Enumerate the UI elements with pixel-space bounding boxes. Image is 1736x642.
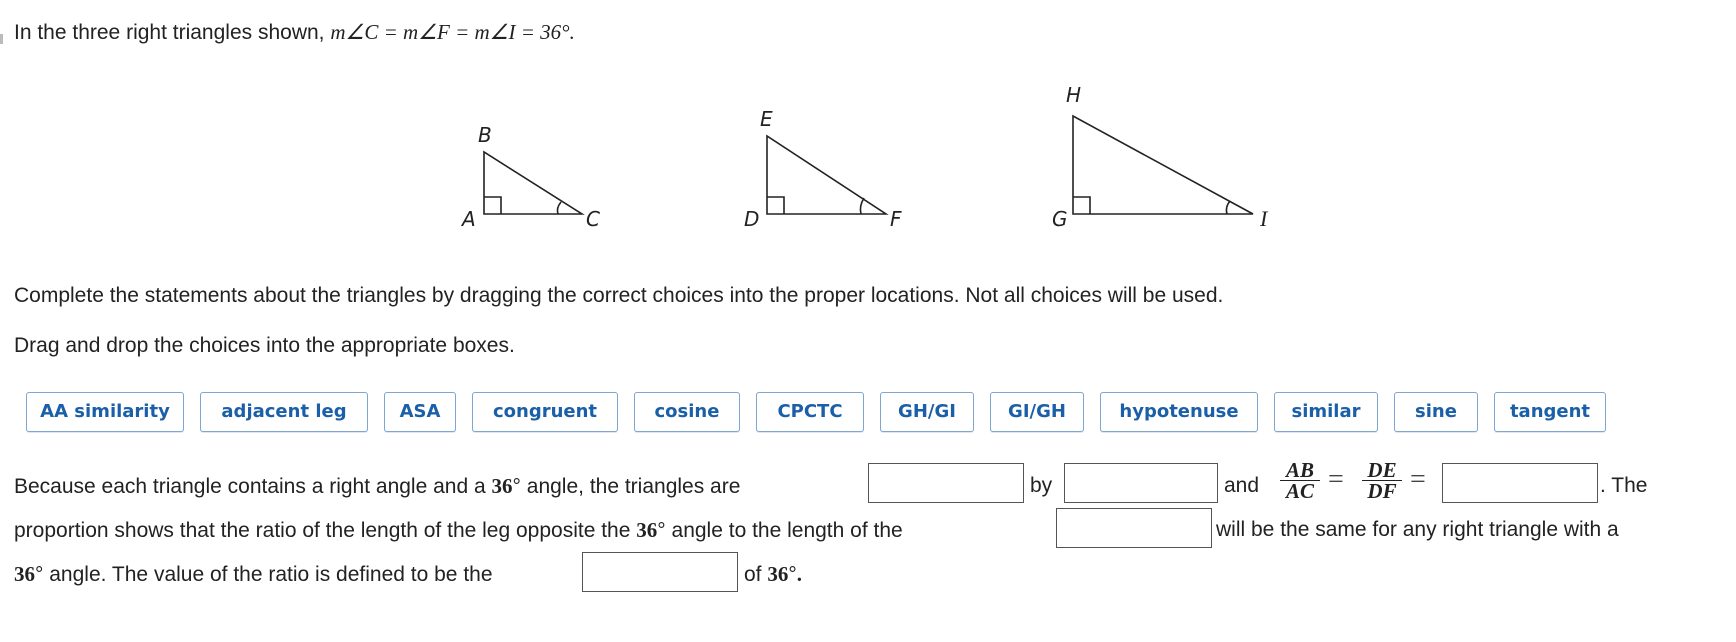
drop-box-4[interactable] <box>1056 508 1212 548</box>
frac-de: DE <box>1362 460 1402 481</box>
stmt-36-d: 36 <box>767 562 789 586</box>
choice-aa-similarity[interactable]: AA similarity <box>26 392 184 432</box>
stmt-text-7: angle to the length of the <box>671 519 903 542</box>
instruction-drag-drop: Drag and drop the choices into the appropriate boxes. <box>14 334 515 357</box>
stmt-deg-a: ° <box>512 475 521 498</box>
stmt-by: by <box>1030 474 1053 497</box>
triangles-figure <box>0 80 1736 250</box>
statement-line-1 <box>14 474 740 499</box>
triangle-ghi <box>1073 116 1253 214</box>
stmt-text-1: Because each triangle contains a right angle and a <box>14 475 486 498</box>
drop-box-1[interactable] <box>868 463 1024 503</box>
stmt-36-b: 36 <box>636 518 658 542</box>
choice-hypotenuse[interactable]: hypotenuse <box>1100 392 1258 432</box>
stmt-deg-c: ° <box>35 563 44 586</box>
label-h: H <box>1066 83 1082 107</box>
stmt-and: and <box>1224 474 1260 497</box>
stmt-text-6: proportion shows that the ratio of the length of the leg opposite the <box>14 519 631 542</box>
drop-box-5[interactable] <box>582 552 738 592</box>
choice-cosine[interactable]: cosine <box>634 392 740 432</box>
stmt-deg-d: ° <box>788 563 797 586</box>
label-c: C <box>586 207 600 231</box>
statement-line-3-end <box>744 562 802 587</box>
equals-2: = <box>1410 464 1426 495</box>
fraction-de-df <box>1362 460 1402 501</box>
label-d: D <box>744 207 760 231</box>
statement-line-3 <box>14 562 493 587</box>
drop-box-3[interactable] <box>1442 463 1598 503</box>
frac-ab: AB <box>1280 460 1320 481</box>
triangle-abc <box>484 152 582 214</box>
stmt-deg-b: ° <box>657 519 666 542</box>
stmt-text-2: angle, the triangles are <box>526 475 741 498</box>
choice-gi-gh[interactable]: GI/GH <box>990 392 1084 432</box>
left-margin-marker <box>0 34 3 44</box>
equals-1: = <box>1328 464 1344 495</box>
fraction-ab-ac <box>1280 460 1320 501</box>
stmt-period: . <box>796 562 803 586</box>
stmt-text-8: will be the same for any right triangle with a <box>1216 518 1619 541</box>
label-e: E <box>760 107 773 131</box>
frac-ac: AC <box>1285 479 1314 503</box>
intro-math: m∠C = m∠F = m∠I = 36°. <box>330 20 575 44</box>
stmt-text-9: angle. The value of the ratio is defined to be the <box>49 563 493 586</box>
label-a: A <box>462 207 476 231</box>
drop-box-2[interactable] <box>1064 463 1218 503</box>
frac-df: DF <box>1367 479 1397 503</box>
intro-text: In the three right triangles shown, <box>14 21 325 44</box>
statement-line-2 <box>14 518 903 543</box>
stmt-the: . The <box>1600 474 1648 497</box>
label-b: B <box>478 123 492 147</box>
choice-tangent[interactable]: tangent <box>1494 392 1606 432</box>
choice-adjacent-leg[interactable]: adjacent leg <box>200 392 368 432</box>
choice-congruent[interactable]: congruent <box>472 392 618 432</box>
label-f: F <box>890 207 902 231</box>
stmt-of: of <box>744 563 762 586</box>
triangle-def <box>767 136 886 214</box>
intro-line <box>14 20 575 45</box>
stmt-36-c: 36 <box>14 562 35 586</box>
choice-gh-gi[interactable]: GH/GI <box>880 392 974 432</box>
label-i: I <box>1260 206 1268 231</box>
stmt-36-a: 36 <box>491 474 513 498</box>
instruction-complete: Complete the statements about the triangles by dragging the correct choices into the proper locations. Not all choices will be used. <box>14 284 1224 307</box>
choice-sine[interactable]: sine <box>1394 392 1478 432</box>
label-g: G <box>1052 207 1068 231</box>
choice-asa[interactable]: ASA <box>384 392 456 432</box>
choice-similar[interactable]: similar <box>1274 392 1378 432</box>
choice-cpctc[interactable]: CPCTC <box>756 392 864 432</box>
